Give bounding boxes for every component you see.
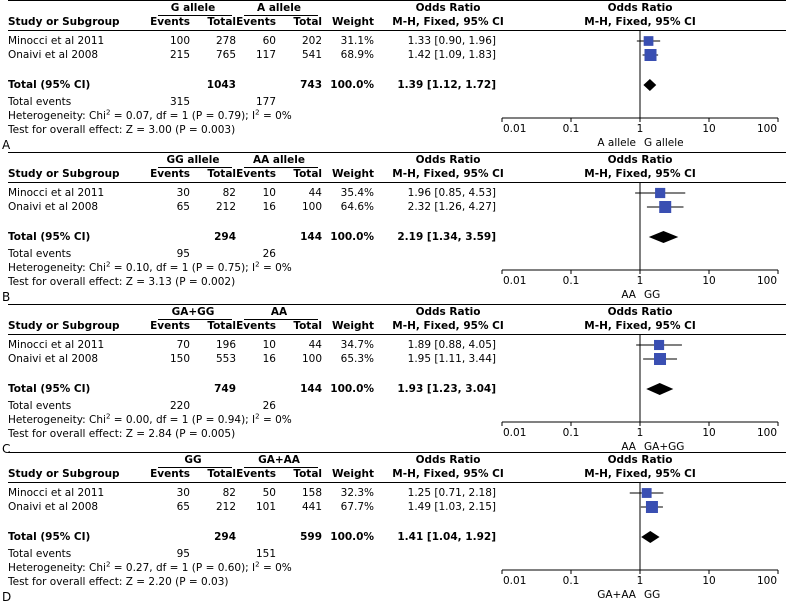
study-or-ci: 1.96 [0.85, 4.53] (407, 187, 496, 199)
study-weight: 65.3% (340, 353, 374, 365)
x-tick-label: 0.1 (562, 575, 580, 587)
x-tick-label: 100 (756, 427, 777, 439)
study-total1: 212 (215, 501, 236, 513)
study-weight: 34.7% (340, 339, 374, 351)
total-events1: 95 (176, 548, 190, 560)
superscript: 2 (255, 560, 260, 569)
favours-right-label: GG (644, 289, 661, 301)
superscript: 2 (105, 412, 111, 421)
total-n2: 144 (300, 383, 322, 395)
total-row-label: Total (95% CI) (8, 383, 91, 395)
panel-label: C (2, 442, 11, 456)
favours-right-label: GA+GG (644, 441, 685, 453)
study-total2: 202 (301, 35, 322, 47)
heterogeneity-text-part: Heterogeneity: Chi (8, 414, 106, 426)
events1-header: Events (150, 168, 190, 180)
x-tick-label: 10 (702, 123, 716, 135)
study-name: Minocci et al 2011 (8, 187, 105, 199)
total-events2: 26 (262, 248, 276, 260)
study-events2: 60 (262, 35, 276, 47)
or-method-header: M-H, Fixed, 95% CI (392, 16, 504, 28)
heterogeneity-text-part: = 0% (259, 562, 292, 574)
or-title-header: Odds Ratio (415, 306, 481, 318)
group2-header: AA allele (252, 154, 306, 166)
study-total1: 82 (222, 487, 236, 499)
study-or-ci: 1.25 [0.71, 2.18] (407, 487, 496, 499)
heterogeneity-text-part: = 0% (259, 414, 292, 426)
study-name: Minocci et al 2011 (8, 339, 105, 351)
study-events2: 50 (262, 487, 276, 499)
panel-label: B (2, 290, 11, 304)
study-name: Minocci et al 2011 (8, 35, 105, 47)
x-tick-label: 1 (636, 427, 644, 439)
study-total2: 44 (308, 187, 322, 199)
x-tick-label: 10 (702, 275, 716, 287)
heterogeneity-text-part: = 0% (259, 110, 292, 122)
total-n1: 294 (214, 231, 236, 243)
x-tick-label: 0.1 (562, 427, 580, 439)
total-weight: 100.0% (330, 383, 374, 395)
plot-or-method-header: M-H, Fixed, 95% CI (584, 320, 696, 332)
study-events2: 10 (262, 339, 276, 351)
pooled-diamond (646, 383, 673, 395)
group2-header: A allele (257, 2, 301, 14)
total-events2: 151 (255, 548, 276, 560)
or-method-header: M-H, Fixed, 95% CI (392, 468, 504, 480)
x-tick-label: 1 (636, 575, 644, 587)
group2-header: AA (270, 306, 288, 318)
overall-effect-text: Test for overall effect: Z = 3.00 (P = 0.003) (8, 124, 236, 136)
study-events1: 65 (176, 501, 190, 513)
x-tick-label: 0.01 (503, 575, 527, 587)
study-weight: 32.3% (340, 487, 374, 499)
events2-header: Events (236, 168, 276, 180)
study-point-estimate (659, 201, 671, 213)
group2-header: GA+AA (258, 454, 300, 466)
study-events1: 30 (176, 487, 190, 499)
x-tick-label: 100 (756, 275, 777, 287)
total-events1: 315 (169, 96, 190, 108)
superscript: 2 (255, 108, 260, 117)
study-events1: 150 (169, 353, 190, 365)
or-title-header: Odds Ratio (415, 454, 481, 466)
study-events1: 215 (169, 49, 190, 61)
x-tick-label: 0.01 (503, 123, 527, 135)
heterogeneity-text-part: Heterogeneity: Chi (8, 262, 106, 274)
total1-header: Total (207, 168, 236, 180)
group1-header: G allele (170, 2, 216, 14)
total-events1: 95 (176, 248, 190, 260)
total-weight: 100.0% (330, 79, 374, 91)
forest-plot-area (0, 152, 800, 302)
x-tick-label: 1 (636, 123, 644, 135)
study-total2: 44 (308, 339, 322, 351)
study-events1: 30 (176, 187, 190, 199)
total2-header: Total (293, 468, 322, 480)
study-header: Study or Subgroup (8, 16, 120, 28)
study-total2: 441 (301, 501, 322, 513)
study-total1: 553 (215, 353, 236, 365)
total-row-label: Total (95% CI) (8, 79, 91, 91)
heterogeneity-text-part: = 0.27, df = 1 (P = 0.60); I (110, 562, 256, 574)
forest-plot-area (0, 0, 800, 150)
x-tick-label: 0.1 (562, 123, 580, 135)
study-name: Minocci et al 2011 (8, 487, 105, 499)
study-point-estimate (645, 49, 657, 61)
study-point-estimate (654, 353, 666, 365)
events1-header: Events (150, 468, 190, 480)
x-tick-label: 0.01 (503, 427, 527, 439)
study-weight: 68.9% (340, 49, 374, 61)
study-or-ci: 1.33 [0.90, 1.96] (407, 35, 496, 47)
study-events1: 70 (176, 339, 190, 351)
study-total1: 278 (215, 35, 236, 47)
x-tick-label: 1 (636, 275, 644, 287)
group1-header: GG allele (166, 154, 220, 166)
total1-header: Total (207, 468, 236, 480)
x-tick-label: 0.01 (503, 275, 527, 287)
or-method-header: M-H, Fixed, 95% CI (392, 168, 504, 180)
x-tick-label: 0.1 (562, 275, 580, 287)
study-total1: 765 (215, 49, 236, 61)
heterogeneity-text-part: = 0.00, df = 1 (P = 0.94); I (110, 414, 256, 426)
heterogeneity-text-part: = 0% (259, 262, 292, 274)
favours-left-label: AA (621, 289, 636, 301)
study-or-ci: 1.49 [1.03, 2.15] (407, 501, 496, 513)
study-total2: 158 (301, 487, 322, 499)
study-total2: 100 (301, 201, 322, 213)
events1-header: Events (150, 16, 190, 28)
total-events-label: Total events (8, 548, 72, 560)
weight-header: Weight (332, 468, 374, 480)
events1-header: Events (150, 320, 190, 332)
total-or-ci: 1.39 [1.12, 1.72] (397, 79, 496, 91)
plot-or-title-header: Odds Ratio (607, 306, 673, 318)
pooled-diamond (643, 79, 656, 91)
pooled-diamond (649, 231, 679, 243)
overall-effect-text: Test for overall effect: Z = 2.84 (P = 0.005) (8, 428, 236, 440)
events2-header: Events (236, 468, 276, 480)
heterogeneity-text-part: Heterogeneity: Chi (8, 110, 106, 122)
plot-or-method-header: M-H, Fixed, 95% CI (584, 468, 696, 480)
forest-panel-d (0, 452, 800, 602)
total1-header: Total (207, 320, 236, 332)
superscript: 2 (255, 260, 260, 269)
events2-header: Events (236, 16, 276, 28)
x-tick-label: 10 (702, 427, 716, 439)
study-or-ci: 1.89 [0.88, 4.05] (407, 339, 496, 351)
total-weight: 100.0% (330, 231, 374, 243)
study-point-estimate (654, 340, 664, 350)
plot-or-title-header: Odds Ratio (607, 454, 673, 466)
study-total1: 196 (215, 339, 236, 351)
total-or-ci: 1.93 [1.23, 3.04] (397, 383, 496, 395)
group1-header: GG (184, 454, 202, 466)
study-point-estimate (644, 36, 654, 46)
forest-plot-area (0, 452, 800, 602)
total-events2: 177 (255, 96, 276, 108)
study-total1: 212 (215, 201, 236, 213)
study-or-ci: 2.32 [1.26, 4.27] (407, 201, 496, 213)
favours-right-label: G allele (644, 137, 684, 149)
study-events2: 117 (255, 49, 276, 61)
total2-header: Total (293, 16, 322, 28)
study-total2: 541 (301, 49, 322, 61)
study-total1: 82 (222, 187, 236, 199)
study-name: Onaivi et al 2008 (8, 201, 99, 213)
total-events1: 220 (169, 400, 190, 412)
plot-or-title-header: Odds Ratio (607, 154, 673, 166)
total-events-label: Total events (8, 248, 72, 260)
total1-header: Total (207, 16, 236, 28)
favours-left-label: GA+AA (597, 589, 636, 601)
heterogeneity-text-part: Heterogeneity: Chi (8, 562, 106, 574)
favours-left-label: A allele (597, 137, 636, 149)
study-point-estimate (646, 501, 658, 513)
total-or-ci: 1.41 [1.04, 1.92] (397, 531, 496, 543)
weight-header: Weight (332, 168, 374, 180)
favours-left-label: AA (621, 441, 636, 453)
total-n2: 599 (300, 531, 322, 543)
study-weight: 67.7% (340, 501, 374, 513)
study-name: Onaivi et al 2008 (8, 353, 99, 365)
plot-or-method-header: M-H, Fixed, 95% CI (584, 168, 696, 180)
study-or-ci: 1.95 [1.11, 3.44] (407, 353, 496, 365)
panel-label: D (2, 590, 12, 604)
weight-header: Weight (332, 320, 374, 332)
superscript: 2 (105, 260, 111, 269)
x-tick-label: 100 (756, 123, 777, 135)
or-title-header: Odds Ratio (415, 2, 481, 14)
study-name: Onaivi et al 2008 (8, 501, 99, 513)
study-header: Study or Subgroup (8, 468, 120, 480)
superscript: 2 (105, 560, 111, 569)
heterogeneity-text-part: = 0.07, df = 1 (P = 0.79); I (110, 110, 256, 122)
total-row-label: Total (95% CI) (8, 231, 91, 243)
plot-or-title-header: Odds Ratio (607, 2, 673, 14)
pooled-diamond (641, 531, 659, 543)
study-events2: 101 (255, 501, 276, 513)
total-n1: 1043 (206, 79, 236, 91)
superscript: 2 (255, 412, 260, 421)
or-method-header: M-H, Fixed, 95% CI (392, 320, 504, 332)
favours-right-label: GG (644, 589, 661, 601)
total-n2: 144 (300, 231, 322, 243)
group1-header: GA+GG (171, 306, 215, 318)
total-n2: 743 (300, 79, 322, 91)
events2-header: Events (236, 320, 276, 332)
study-events1: 65 (176, 201, 190, 213)
plot-or-method-header: M-H, Fixed, 95% CI (584, 16, 696, 28)
x-tick-label: 100 (756, 575, 777, 587)
forest-panel-c (0, 304, 800, 454)
total-n1: 294 (214, 531, 236, 543)
heterogeneity-text-part: = 0.10, df = 1 (P = 0.75); I (110, 262, 256, 274)
total-n1: 749 (214, 383, 236, 395)
forest-panel-b (0, 152, 800, 302)
study-weight: 31.1% (340, 35, 374, 47)
forest-plot-area (0, 304, 800, 454)
study-header: Study or Subgroup (8, 320, 120, 332)
study-total2: 100 (301, 353, 322, 365)
panel-label: A (2, 138, 11, 152)
overall-effect-text: Test for overall effect: Z = 3.13 (P = 0.002) (8, 276, 236, 288)
total-events-label: Total events (8, 400, 72, 412)
study-header: Study or Subgroup (8, 168, 120, 180)
study-weight: 35.4% (340, 187, 374, 199)
study-or-ci: 1.42 [1.09, 1.83] (407, 49, 496, 61)
forest-panel-a (0, 0, 800, 150)
total-row-label: Total (95% CI) (8, 531, 91, 543)
study-weight: 64.6% (340, 201, 374, 213)
or-title-header: Odds Ratio (415, 154, 481, 166)
study-events1: 100 (169, 35, 190, 47)
study-point-estimate (642, 488, 652, 498)
study-events2: 16 (262, 201, 276, 213)
study-point-estimate (655, 188, 665, 198)
superscript: 2 (105, 108, 111, 117)
total2-header: Total (293, 168, 322, 180)
total-weight: 100.0% (330, 531, 374, 543)
x-tick-label: 10 (702, 575, 716, 587)
overall-effect-text: Test for overall effect: Z = 2.20 (P = 0.03) (8, 576, 229, 588)
total2-header: Total (293, 320, 322, 332)
total-or-ci: 2.19 [1.34, 3.59] (397, 231, 496, 243)
total-events2: 26 (262, 400, 276, 412)
study-name: Onaivi et al 2008 (8, 49, 99, 61)
study-events2: 16 (262, 353, 276, 365)
weight-header: Weight (332, 16, 374, 28)
total-events-label: Total events (8, 96, 72, 108)
study-events2: 10 (262, 187, 276, 199)
